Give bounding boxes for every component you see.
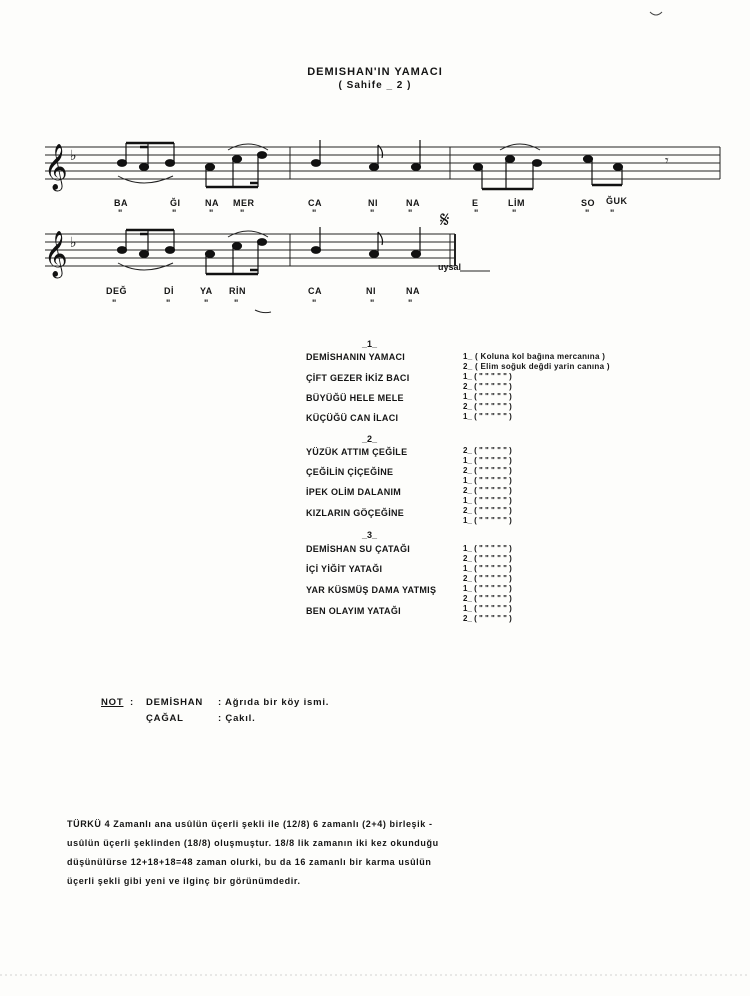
ditto-mark: " <box>240 208 245 218</box>
note-label: NOT <box>101 697 124 708</box>
footer-line: düşünülürse 12+18+18=48 zaman olurki, bu da 16 zamanlı bir karma usûlün <box>67 857 432 867</box>
repeat-row: 1_ ( " " " " " ) <box>463 564 512 573</box>
syllable: NA <box>406 198 420 208</box>
note-colon: : <box>130 697 134 708</box>
page-title: DEMISHAN'IN YAMACI <box>307 66 443 78</box>
syllable: ĞUK <box>606 196 628 206</box>
syllable: NI <box>368 198 378 208</box>
verse-line: YÜZÜK ATTIM ÇEĞİLE <box>306 447 408 457</box>
repeat-row: 2_ ( " " " " " ) <box>463 402 512 411</box>
repeat-row: 1_ ( " " " " " ) <box>463 496 512 505</box>
note-definition: : Çakıl. <box>218 713 256 724</box>
verse-number: _1_ <box>362 339 378 349</box>
ditto-mark: " <box>512 208 517 218</box>
repeat-row: 2_ ( " " " " " ) <box>463 466 512 475</box>
footer-line: usûlün üçerli şeklinden (18/8) oluşmuştur. 18/8 lik zamanın iki kez okunduğu <box>67 838 439 848</box>
syllable: LİM <box>508 198 525 208</box>
ditto-mark: " <box>408 298 413 308</box>
treble-clef-icon: 𝄞 <box>44 231 68 277</box>
syllable: E <box>472 198 479 208</box>
refrain-line: 2_ ( Elim soğuk değdi yarin canına ) <box>463 362 610 371</box>
syllable: CA <box>308 286 322 296</box>
verse-number: _3_ <box>362 530 378 540</box>
treble-clef-icon: 𝄞 <box>44 144 68 190</box>
repeat-row: 2_ ( " " " " " ) <box>463 506 512 515</box>
ditto-mark: " <box>234 298 239 308</box>
repeat-row: 1_ ( " " " " " ) <box>463 412 512 421</box>
repeat-row: 1_ ( " " " " " ) <box>463 456 512 465</box>
verse-line: YAR KÜSMÜŞ DAMA YATMIŞ <box>306 585 437 595</box>
repeat-row: 2_ ( " " " " " ) <box>463 574 512 583</box>
repeat-row: 2_ ( " " " " " ) <box>463 486 512 495</box>
segno-icon: 𝄋 <box>440 208 450 233</box>
ditto-mark: " <box>585 208 590 218</box>
repeat-row: 1_ ( " " " " " ) <box>463 544 512 553</box>
repeat-row: 2_ ( " " " " " ) <box>463 382 512 391</box>
repeat-row: 1_ ( " " " " " ) <box>463 516 512 525</box>
ditto-mark: " <box>204 298 209 308</box>
ditto-mark: " <box>172 208 177 218</box>
note-definition: : Ağrıda bir köy ismi. <box>218 697 330 708</box>
verse-line: ÇİFT GEZER İKİZ BACI <box>306 373 410 383</box>
page-subtitle: ( Sahife _ 2 ) <box>338 80 412 91</box>
verse-line: BÜYÜĞÜ HELE MELE <box>306 393 404 403</box>
note-term: DEMİSHAN <box>146 697 204 708</box>
ditto-mark: " <box>610 208 615 218</box>
repeat-row: 1_ ( " " " " " ) <box>463 604 512 613</box>
syllable: YA <box>200 286 213 296</box>
ditto-mark: " <box>209 208 214 218</box>
syllable: RİN <box>229 286 246 296</box>
ditto-mark: " <box>370 208 375 218</box>
repeat-row: 1_ ( " " " " " ) <box>463 584 512 593</box>
syllable: ĞI <box>170 198 181 208</box>
rest-icon: 𝄾 <box>665 153 669 169</box>
repeat-row: 1_ ( " " " " " ) <box>463 392 512 401</box>
note-term: ÇAĞAL <box>146 713 184 724</box>
verse-line: BEN OLAYIM YATAĞI <box>306 606 401 616</box>
verse-line: İPEK OLİM DALANIM <box>306 487 402 497</box>
ditto-mark: " <box>118 208 123 218</box>
syllable: DEĞ <box>106 286 128 296</box>
repeat-row: 2_ ( " " " " " ) <box>463 554 512 563</box>
verse-line: KIZLARIN GÖÇEĞİNE <box>306 508 405 518</box>
repeat-row: 2_ ( " " " " " ) <box>463 446 512 455</box>
end-marker: uysal <box>438 262 462 272</box>
repeat-row: 2_ ( " " " " " ) <box>463 614 512 623</box>
refrain-line: 1_ ( Koluna kol bağına mercanına ) <box>463 352 606 361</box>
syllable: SO <box>581 198 596 208</box>
repeat-row: 2_ ( " " " " " ) <box>463 594 512 603</box>
footer-line: TÜRKÜ 4 Zamanlı ana usûlün üçerli şekli ile (12/8) 6 zamanlı (2+4) birleşik - <box>67 819 433 829</box>
flat-icon: ♭ <box>70 235 77 251</box>
syllable: MER <box>233 198 255 208</box>
verse-line: KÜÇÜĞÜ CAN İLACI <box>306 413 399 423</box>
syllable: NI <box>366 286 376 296</box>
ditto-mark: " <box>408 208 413 218</box>
verse-line: DEMİSHANIN YAMACI <box>306 352 406 362</box>
ditto-mark: " <box>474 208 479 218</box>
syllable: BA <box>114 198 128 208</box>
syllable: NA <box>205 198 219 208</box>
ditto-mark: " <box>312 208 317 218</box>
verse-line: ÇEĞİLİN ÇİÇEĞİNE <box>306 467 394 477</box>
ditto-mark: " <box>112 298 117 308</box>
repeat-row: 1_ ( " " " " " ) <box>463 372 512 381</box>
repeat-row: 1_ ( " " " " " ) <box>463 476 512 485</box>
verse-line: DEMİSHAN SU ÇATAĞI <box>306 544 411 554</box>
syllable: NA <box>406 286 420 296</box>
ditto-mark: " <box>166 298 171 308</box>
verse-number: _2_ <box>362 434 378 444</box>
ditto-mark: " <box>312 298 317 308</box>
ditto-mark: " <box>370 298 375 308</box>
footer-line: üçerli şekli gibi yeni ve ilginç bir görünümdedir. <box>67 876 301 886</box>
syllable: CA <box>308 198 322 208</box>
verse-line: İÇİ YİĞİT YATAĞI <box>306 564 383 574</box>
syllable: Dİ <box>164 286 174 296</box>
flat-icon: ♭ <box>70 148 77 164</box>
